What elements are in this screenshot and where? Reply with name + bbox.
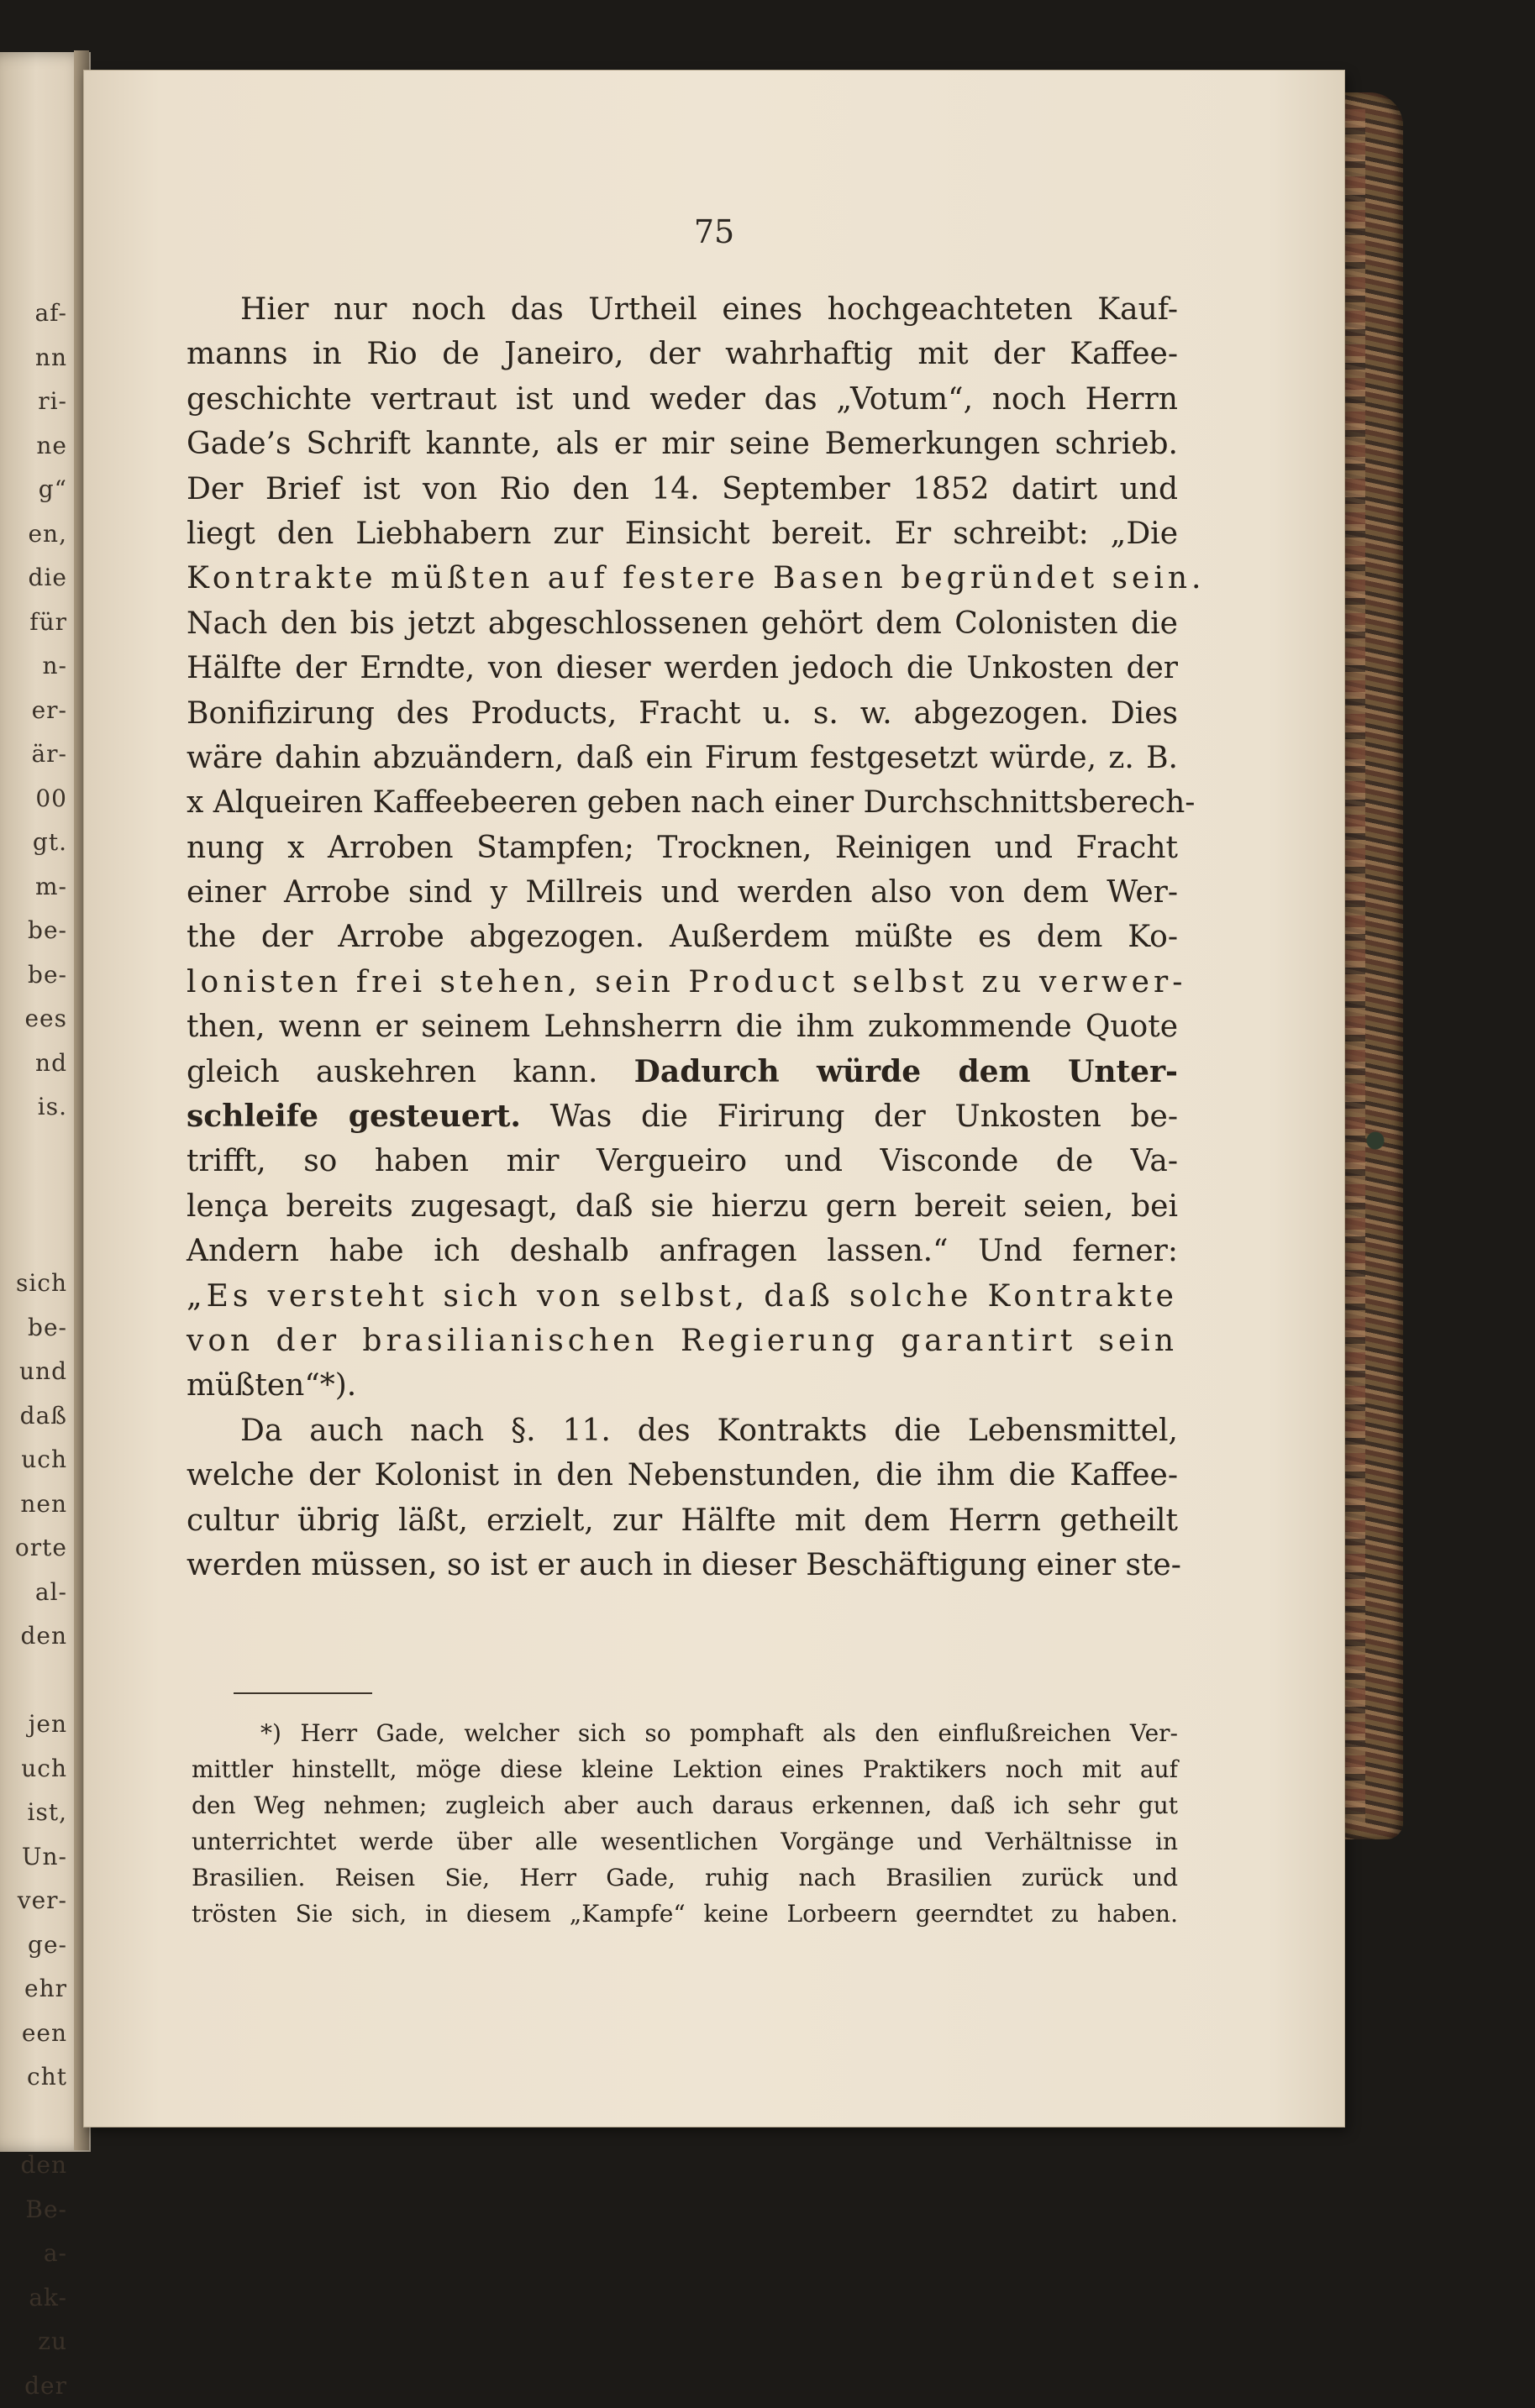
previous-page-fragment: ge- [0, 1923, 67, 1968]
previous-page-fragment: be- [0, 1306, 67, 1351]
text-line: trifft, so haben mir Vergueiro und Visconde de Va- [187, 1139, 1178, 1183]
previous-page-fragment: den [0, 1614, 67, 1659]
footnote [192, 1715, 1178, 1932]
text-line: werden müssen, so ist er auch in dieser Beschäftigung einer ste- [187, 1543, 1178, 1587]
text-line: x Alqueiren Kaffeebeeren geben nach einer Durchschnittsberech- [187, 780, 1178, 825]
previous-page-fragment: nn [0, 336, 67, 380]
footnote-line: den Weg nehmen; zugleich aber auch daraus erkennen, daß ich sehr gut [192, 1787, 1178, 1823]
previous-page-fragment: be- [0, 953, 67, 998]
text-line: Nach den bis jetzt abgeschlossenen gehört dem Colonisten die [187, 601, 1178, 646]
text-line: the der Arrobe abgezogen. Außerdem müßte es dem Ko- [187, 915, 1178, 959]
previous-page-fragment: jen [0, 1702, 67, 1747]
previous-page-fragment: a- [0, 2232, 67, 2276]
previous-page-fragment [0, 2100, 67, 2144]
previous-page-fragment: orte [0, 1526, 67, 1571]
previous-page-fragment: nd [0, 1041, 67, 1086]
text-line: Kontrakte müßten auf festere Basen begründet sein. [187, 556, 1178, 601]
previous-page-fragment: und [0, 1350, 67, 1394]
previous-page-fragment: är- [0, 732, 67, 777]
previous-page-fragment: n- [0, 644, 67, 689]
footnote-line: Brasilien. Reisen Sie, Herr Gade, ruhig nach Brasilien zurück und [192, 1860, 1178, 1896]
text-line: cultur übrig läßt, erzielt, zur Hälfte mit dem Herrn getheilt [187, 1498, 1178, 1543]
previous-page-fragment: af- [0, 291, 67, 336]
footnote-rule [234, 1692, 372, 1694]
previous-page-fragment: ees [0, 997, 67, 1041]
previous-page-fragment: die [0, 556, 67, 601]
previous-page-fragment: Be- [0, 2188, 67, 2232]
text-fragment: gleich auskehren kann. [187, 1055, 597, 1089]
text-line: Andern habe ich deshalb anfragen lassen.“ Und ferner: [187, 1229, 1178, 1273]
text-fragment: Was die Firirung der Unkosten be- [550, 1099, 1178, 1134]
previous-page-fragment: ak- [0, 2276, 67, 2321]
previous-page-fragment: Un- [0, 1835, 67, 1880]
text-line: müßten“*). [187, 1363, 1178, 1408]
bold-emphasis: schleife gesteuert. [187, 1099, 521, 1134]
previous-page-fragment: zu [0, 2320, 67, 2364]
previous-page-fragment: ri- [0, 380, 67, 424]
previous-page-fragment: nen [0, 1482, 67, 1527]
previous-page-fragment: uch [0, 1438, 67, 1482]
previous-page-fragment: er- [0, 689, 67, 733]
previous-page-text-fragments [0, 291, 67, 2408]
previous-page-fragment: al- [0, 1571, 67, 1615]
footnote-line: *) Herr Gade, welcher sich so pomphaft als den einflußreichen Ver- [192, 1715, 1178, 1751]
previous-page-fragment: cht [0, 2055, 67, 2100]
previous-page-fragment: m- [0, 865, 67, 910]
previous-page-fragment: der [0, 2364, 67, 2408]
previous-page-fragment [0, 1130, 67, 1174]
footnote-line: trösten Sie sich, in diesem „Kampfe“ keine Lorbeern geerndtet zu haben. [192, 1896, 1178, 1932]
text-line: Hälfte der Erndte, von dieser werden jedoch die Unkosten der [187, 646, 1178, 690]
text-line [187, 1050, 1178, 1094]
text-line: Bonifizirung des Products, Fracht u. s. w. abgezogen. Dies [187, 691, 1178, 736]
text-line: manns in Rio de Janeiro, der wahrhaftig mit der Kaffee- [187, 332, 1178, 376]
text-line [187, 1094, 1178, 1139]
text-line: „Es versteht sich von selbst, daß solche Kontrakte [187, 1274, 1178, 1319]
previous-page-fragment: g“ [0, 468, 67, 512]
bold-emphasis: Dadurch würde dem Unter- [634, 1054, 1178, 1089]
text-line: lença bereits zugesagt, daß sie hierzu gern bereit seien, bei [187, 1184, 1178, 1229]
previous-page-fragment: sich [0, 1262, 67, 1306]
text-line: liegt den Liebhabern zur Einsicht bereit. Er schreibt: „Die [187, 512, 1178, 556]
text-line: einer Arrobe sind y Millreis und werden also von dem Wer- [187, 870, 1178, 915]
previous-page-fragment: en, [0, 512, 67, 557]
text-line: Gade’s Schrift kannte, als er mir seine Bemerkungen schrieb. [187, 422, 1178, 466]
previous-page-fragment: ist, [0, 1791, 67, 1835]
previous-page-fragment [0, 1173, 67, 1218]
previous-page-fragment: een [0, 2012, 67, 2056]
main-text [187, 287, 1178, 1587]
previous-page-fragment: gt. [0, 821, 67, 865]
text-line: Hier nur noch das Urtheil eines hochgeachteten Kauf- [187, 287, 1178, 332]
text-line: von der brasilianischen Regierung garantirt sein [187, 1319, 1178, 1363]
previous-page-fragment: be- [0, 909, 67, 953]
previous-page-fragment: ne [0, 424, 67, 469]
footnote-line: mittler hinstellt, möge diese kleine Lektion eines Praktikers noch mit auf [192, 1751, 1178, 1787]
previous-page-fragment: den [0, 2143, 67, 2188]
page-number: 75 [672, 213, 756, 250]
text-line: welche der Kolonist in den Nebenstunden, die ihm die Kaffee- [187, 1453, 1178, 1498]
text-line: nung x Arroben Stampfen; Trocknen, Reinigen und Fracht [187, 826, 1178, 870]
footnote-line: unterrichtet werde über alle wesentlichen Vorgänge und Verhältnisse in [192, 1823, 1178, 1860]
previous-page-fragment: 00 [0, 777, 67, 821]
text-line: then, wenn er seinem Lehnsherrn die ihm zukommende Quote [187, 1005, 1178, 1049]
previous-page-fragment: uch [0, 1747, 67, 1792]
previous-page-fragment: für [0, 601, 67, 645]
text-line: wäre dahin abzuändern, daß ein Firum festgesetzt würde, z. B. [187, 736, 1178, 780]
book-page [84, 71, 1344, 2127]
text-line: geschichte vertraut ist und weder das „Votum“, noch Herrn [187, 377, 1178, 422]
previous-page-fragment: daß [0, 1394, 67, 1439]
previous-page-fragment [0, 1659, 67, 1703]
previous-page-fragment: ehr [0, 1967, 67, 2012]
previous-page-fragment: ver- [0, 1879, 67, 1923]
text-line: Da auch nach §. 11. des Kontrakts die Lebensmittel, [187, 1409, 1178, 1453]
text-line: Der Brief ist von Rio den 14. September 1852 datirt und [187, 467, 1178, 512]
text-line: lonisten frei stehen, sein Product selbst zu verwer- [187, 960, 1178, 1005]
previous-page-fragment: is. [0, 1085, 67, 1130]
previous-page-fragment [0, 1218, 67, 1262]
